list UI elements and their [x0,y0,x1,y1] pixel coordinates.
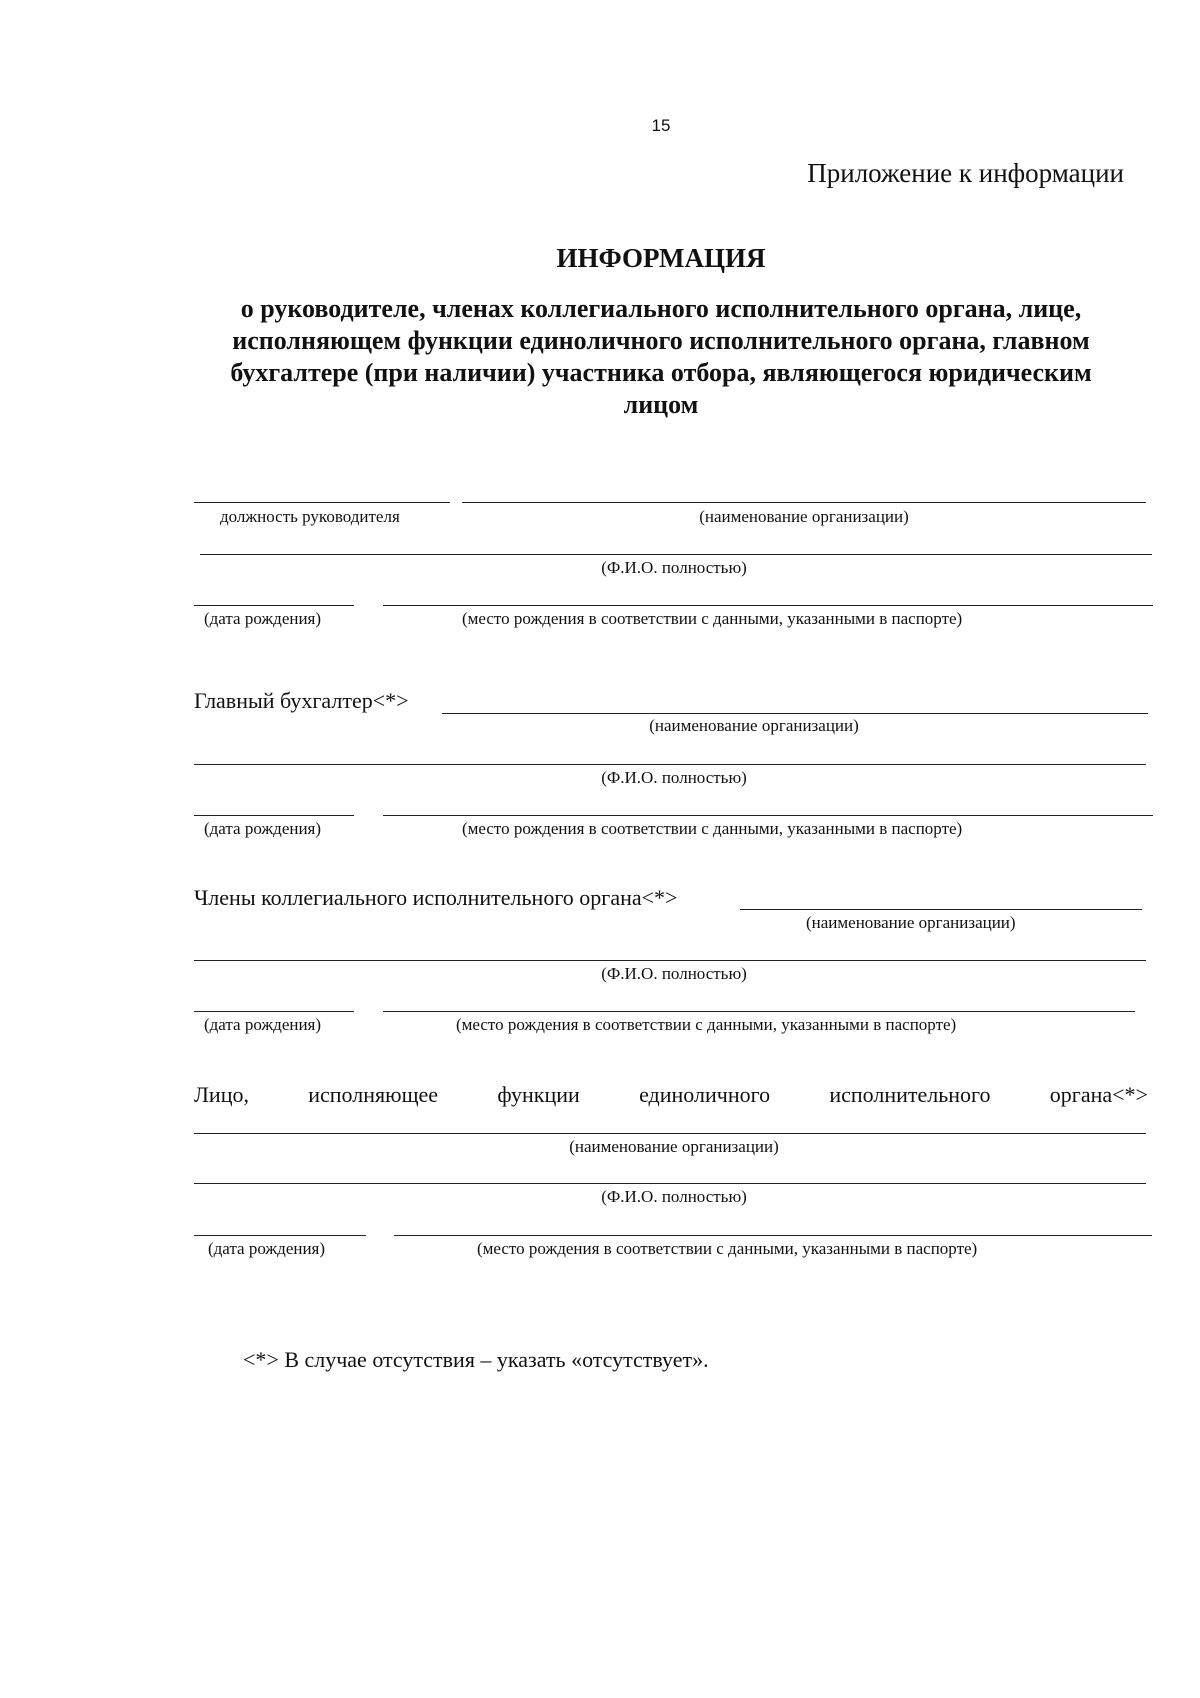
full-name-caption: (Ф.И.О. полностью) [601,768,747,787]
birth-place-caption: (место рождения в соответствии с данными, указанными в паспорте) [477,1239,978,1258]
birth-place-fill-line[interactable] [383,605,1153,606]
birth-date-caption: (дата рождения) [204,609,322,628]
subtitle-line: лицом [623,390,699,419]
label-word: Лицо, [194,1082,249,1107]
collegial-members-label: Члены коллегиального исполнительного органа<*> [194,885,678,910]
org-name-caption: (наименование организации) [699,507,909,526]
footnote: <*> В случае отсутствия – указать «отсутствует». [243,1347,709,1372]
chief-accountant-org-fill-line[interactable] [442,713,1148,714]
birth-place-caption: (место рождения в соответствии с данными, указанными в паспорте) [462,819,963,838]
label-word: исполнительного [829,1082,991,1107]
full-name-caption: (Ф.И.О. полностью) [601,558,747,577]
document-title: ИНФОРМАЦИЯ [556,243,766,273]
full-name-caption: (Ф.И.О. полностью) [601,964,747,983]
org-name-caption: (наименование организации) [569,1137,779,1156]
birth-date-fill-line[interactable] [194,1235,366,1236]
subtitle-line: исполняющем функции единоличного исполнительного органа, главном [232,326,1090,355]
label-word: органа<*> [1049,1082,1148,1107]
full-name-fill-line[interactable] [194,960,1146,961]
position-caption: должность руководителя [220,507,400,526]
birth-date-fill-line[interactable] [194,1011,354,1012]
document-subtitle [180,293,1142,421]
org-name-fill-line[interactable] [462,502,1146,503]
full-name-fill-line[interactable] [194,764,1146,765]
birth-date-caption: (дата рождения) [208,1239,326,1258]
birth-place-fill-line[interactable] [394,1235,1152,1236]
org-name-caption: (наименование организации) [649,716,859,735]
chief-accountant-label: Главный бухгалтер<*> [194,688,409,713]
birth-date-caption: (дата рождения) [204,1015,322,1034]
subtitle-line: о руководителе, членах коллегиального исполнительного органа, лице, [240,294,1082,323]
birth-date-fill-line[interactable] [194,815,354,816]
appendix-label: Приложение к информации [807,158,1124,188]
birth-date-fill-line[interactable] [194,605,354,606]
birth-place-fill-line[interactable] [383,815,1153,816]
full-name-caption: (Ф.И.О. полностью) [601,1187,747,1206]
position-fill-line[interactable] [194,502,450,503]
birth-place-caption: (место рождения в соответствии с данными, указанными в паспорте) [456,1015,957,1034]
label-word: единоличного [639,1082,771,1107]
sole-executive-label [194,1082,1148,1108]
page-number: 15 [651,116,671,135]
birth-place-caption: (место рождения в соответствии с данными, указанными в паспорте) [462,609,963,628]
label-word: исполняющее [308,1082,439,1107]
collegial-org-fill-line[interactable] [740,909,1142,910]
label-word: функции [497,1082,580,1107]
birth-place-fill-line[interactable] [383,1011,1135,1012]
birth-date-caption: (дата рождения) [204,819,322,838]
full-name-fill-line[interactable] [194,1183,1146,1184]
org-name-caption: (наименование организации) [806,913,1016,932]
sole-executive-org-fill-line[interactable] [194,1133,1146,1134]
full-name-fill-line[interactable] [200,554,1152,555]
subtitle-line: бухгалтере (при наличии) участника отбора, являющегося юридическим [230,358,1092,387]
